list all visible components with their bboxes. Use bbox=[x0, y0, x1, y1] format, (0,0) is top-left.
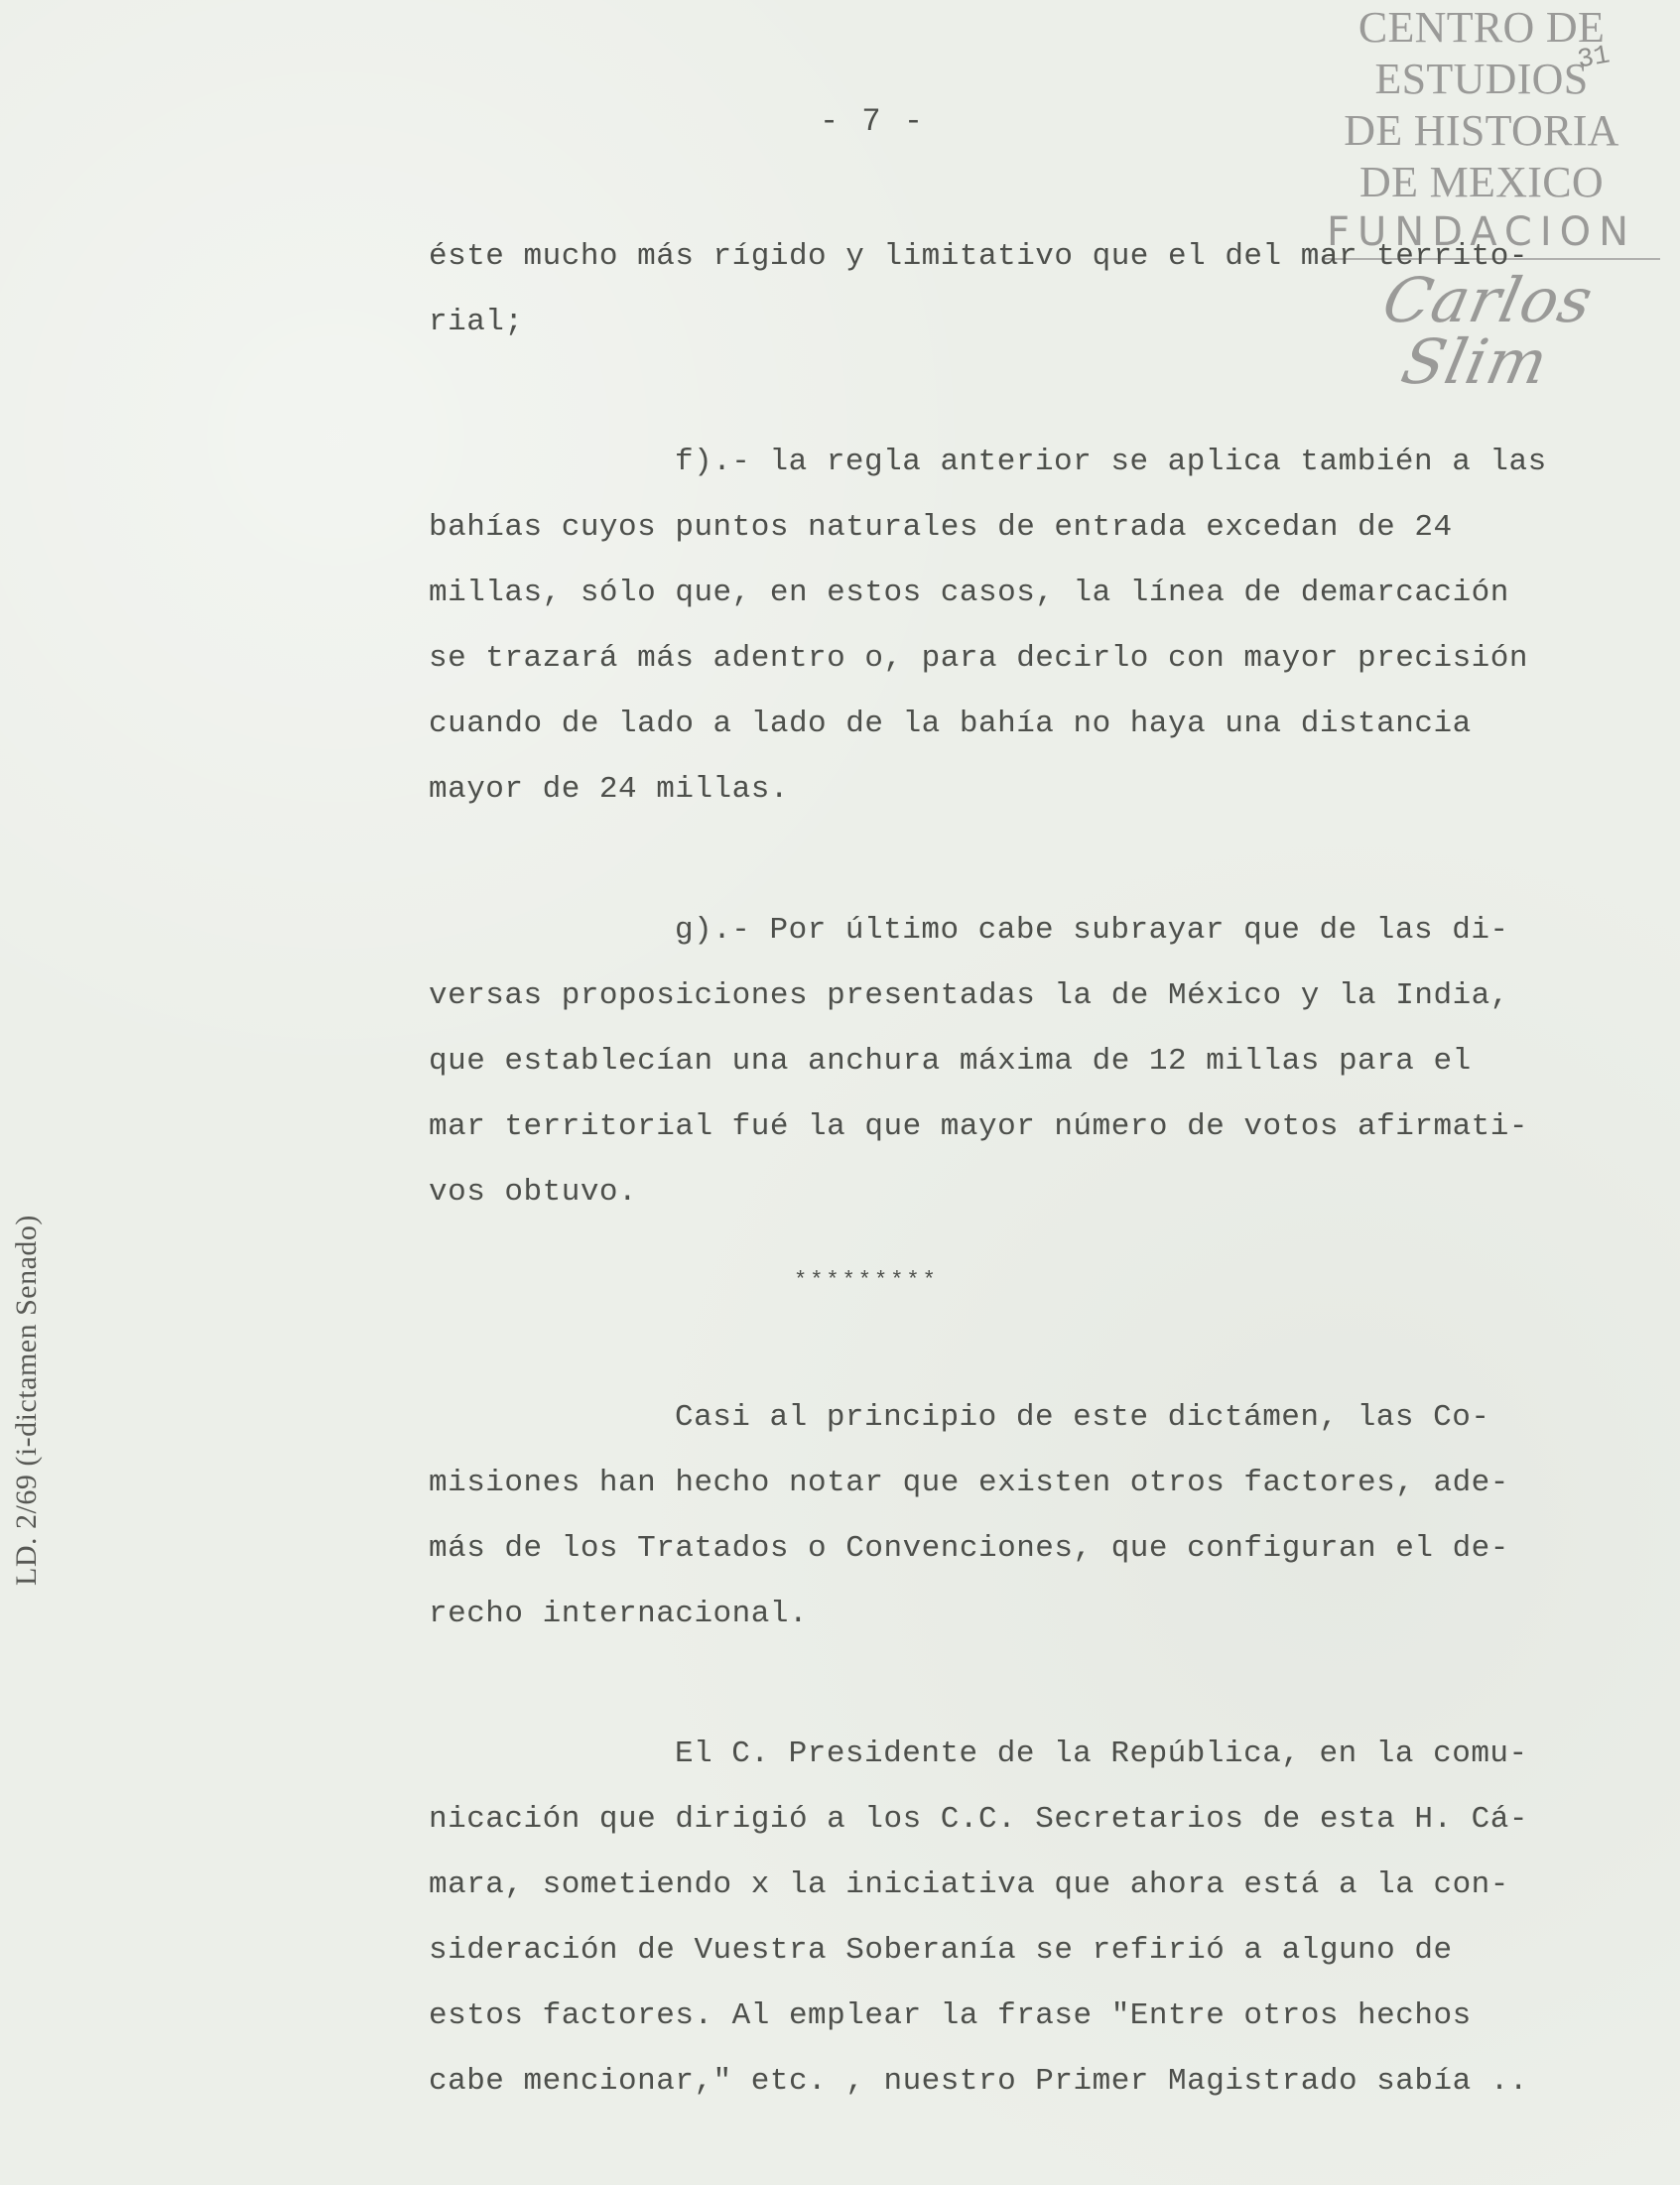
paragraph-4-line-1: Casi al principio de este dictámen, las Co- bbox=[675, 1400, 1490, 1435]
paragraph-5-line-6: cabe mencionar," etc. , nuestro Primer Magistrado sabía .. bbox=[429, 2064, 1528, 2099]
paragraph-3-line-5: vos obtuvo. bbox=[429, 1175, 638, 1210]
paragraph-5 bbox=[429, 1722, 1634, 2115]
paragraph-3-line-2: versas proposiciones presentadas la de México y la India, bbox=[429, 978, 1509, 1013]
paragraph-3-line-1: g).- Por último cabe subrayar que de las di- bbox=[675, 913, 1509, 948]
paragraph-5-line-3: mara, sometiendo x la iniciativa que ahora está a la con- bbox=[429, 1867, 1509, 1902]
paragraph-1-line-1: éste mucho más rígido y limitativo que el del mar territo- bbox=[429, 239, 1528, 274]
paragraph-5-line-2: nicación que dirigió a los C.C. Secretarios de esta H. Cá- bbox=[429, 1802, 1528, 1837]
watermark-line-1: CENTRO DE bbox=[1357, 3, 1606, 52]
paragraph-2-line-2: bahías cuyos puntos naturales de entrada excedan de 24 bbox=[429, 510, 1453, 545]
paragraph-4-line-2: misiones han hecho notar que existen otros factores, ade- bbox=[429, 1466, 1509, 1500]
paragraph-1 bbox=[429, 224, 1634, 355]
paragraph-5-line-1: El C. Presidente de la República, en la comu- bbox=[675, 1736, 1528, 1771]
paragraph-5-line-5: estos factores. Al emplear la frase "Entre otros hechos bbox=[429, 1998, 1472, 2033]
paragraph-2-line-6: mayor de 24 millas. bbox=[429, 772, 789, 807]
paragraph-1-line-2: rial; bbox=[429, 305, 524, 339]
archive-reference: LD. 2/69 (i-dictamen Senado) bbox=[10, 1215, 43, 1586]
paragraph-2-line-3: millas, sólo que, en estos casos, la línea de demarcación bbox=[429, 576, 1509, 610]
corner-mark: 31 bbox=[1575, 41, 1613, 76]
paragraph-2-line-1: f).- la regla anterior se aplica también a las bbox=[675, 445, 1547, 479]
section-divider: ********* bbox=[794, 1268, 939, 1293]
watermark-line-5: FUNDACION bbox=[1326, 209, 1637, 255]
paragraph-5-line-4: sideración de Vuestra Soberanía se refirió a alguno de bbox=[429, 1933, 1453, 1968]
watermark-line-3: DE HISTORIA bbox=[1344, 106, 1619, 155]
paragraph-4-line-3: más de los Tratados o Convenciones, que configuran el de- bbox=[429, 1531, 1509, 1566]
paragraph-4 bbox=[429, 1385, 1634, 1647]
paragraph-2 bbox=[429, 430, 1634, 823]
paragraph-3-line-4: mar territorial fué la que mayor número de votos afirmati- bbox=[429, 1109, 1528, 1144]
watermark-signature: Carlos Slim bbox=[1376, 264, 1600, 398]
paragraph-3 bbox=[429, 898, 1634, 1225]
watermark-line-2: ESTUDIOS bbox=[1374, 55, 1589, 103]
paragraph-3-line-3: que establecían una anchura máxima de 12 millas para el bbox=[429, 1044, 1472, 1079]
paragraph-4-line-4: recho internacional. bbox=[429, 1597, 809, 1631]
page-number: - 7 - bbox=[820, 103, 926, 140]
watermark-line-4: DE MEXICO bbox=[1359, 158, 1604, 206]
paragraph-2-line-4: se trazará más adentro o, para decirlo con mayor precisión bbox=[429, 641, 1528, 676]
paragraph-2-line-5: cuando de lado a lado de la bahía no haya una distancia bbox=[429, 707, 1472, 741]
